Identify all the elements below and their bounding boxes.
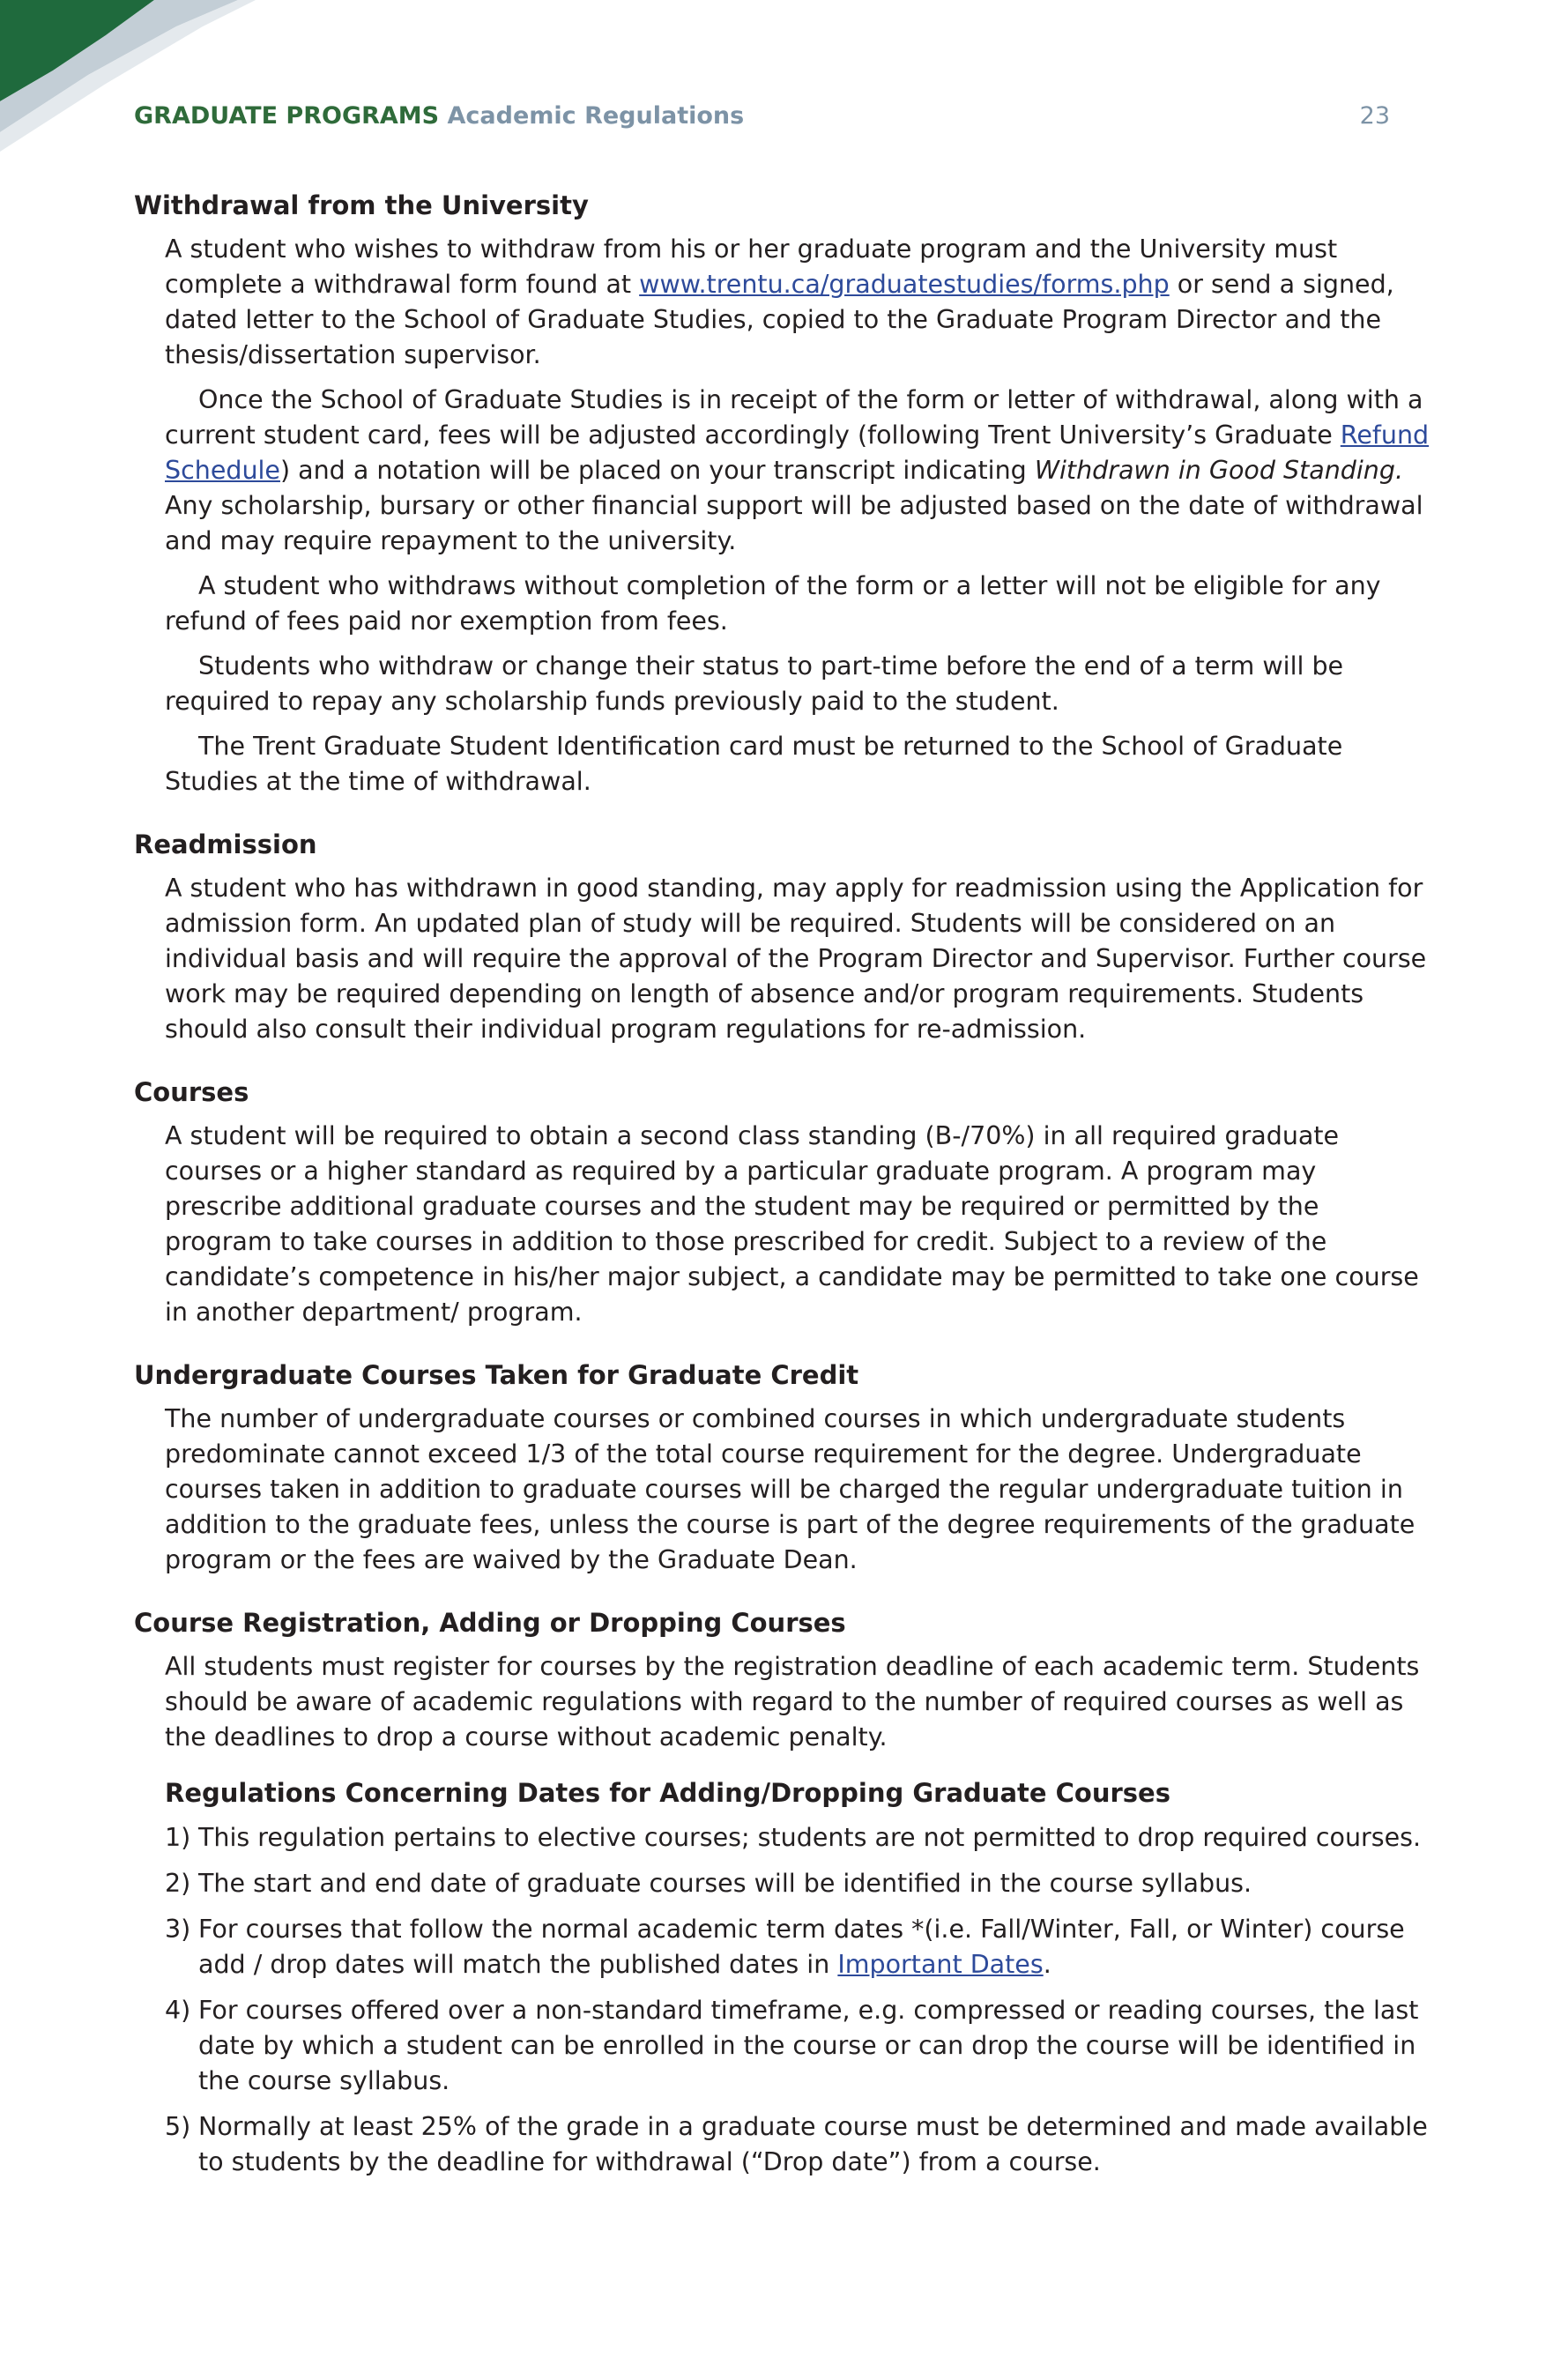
forms-link[interactable]: www.trentu.ca/graduatestudies/forms.php bbox=[639, 270, 1170, 299]
text: Any scholarship, bursary or other financial support will be adjusted based on the date of withdrawal and may require repayment to the university. bbox=[165, 491, 1423, 555]
paragraph: Students who withdraw or change their status to part-time before the end of a term will be required to repay any scholarship funds previously paid to the student. bbox=[165, 651, 1344, 716]
paragraph: A student will be required to obtain a second class standing (B-/70%) in all required graduate courses or a higher standard as required by a particular graduate program. A program may prescribe additional graduate courses and the student may be required or permitted by the program to take courses in addition to those prescribed for credit. Subject to a review of the candidate’s competence in his/her major subject, a candidate may be permitted to take one course in another department/ program. bbox=[165, 1121, 1419, 1327]
section-title: Undergraduate Courses Taken for Graduate Credit bbox=[134, 1360, 859, 1390]
item-text: . bbox=[1043, 1950, 1051, 1979]
section-title: Readmission bbox=[134, 829, 317, 859]
list-item bbox=[165, 1820, 1430, 1856]
section-undergrad-credit bbox=[134, 1357, 1430, 1578]
item-number: 1) bbox=[165, 1823, 191, 1852]
subsection-title: Regulations Concerning Dates for Adding/Dropping Graduate Courses bbox=[165, 1778, 1170, 1808]
paragraph: The Trent Graduate Student Identification card must be returned to the School of Graduate Studies at the time of withdrawal. bbox=[165, 732, 1343, 796]
text: or send a signed, dated letter to the School of Graduate Studies, copied to the Graduate Program Director and the thesis/dissertation supervisor. bbox=[165, 270, 1394, 369]
text: A student who wishes to withdraw from his or her graduate program and the University must complete a withdrawal form found at bbox=[165, 234, 1338, 299]
text: ) and a notation will be placed on your transcript indicating bbox=[279, 456, 1035, 485]
list-item bbox=[165, 2109, 1430, 2180]
header-section: Academic Regulations bbox=[447, 102, 745, 130]
item-text: Normally at least 25% of the grade in a graduate course must be determined and made available to students by the deadline for withdrawal (“Drop date”) from a course. bbox=[198, 2112, 1428, 2176]
section-withdrawal bbox=[134, 187, 1430, 800]
section-title: Courses bbox=[134, 1077, 249, 1107]
header-program: GRADUATE PROGRAMS bbox=[134, 102, 440, 130]
item-text: This regulation pertains to elective courses; students are not permitted to drop required courses. bbox=[198, 1823, 1422, 1852]
refund-schedule-link[interactable]: Refund Schedule bbox=[165, 420, 1430, 485]
item-number: 2) bbox=[165, 1869, 191, 1898]
emphasis-text: Withdrawn in Good Standing. bbox=[1034, 456, 1404, 485]
section-registration bbox=[134, 1604, 1430, 2180]
page-content bbox=[134, 187, 1430, 2206]
item-text: For courses that follow the normal academic term dates *(i.e. Fall/Winter, Fall, or Winter) course add / drop dates will match the published dates in bbox=[198, 1915, 1405, 1979]
page-header bbox=[134, 99, 1390, 134]
important-dates-link[interactable]: Important Dates bbox=[837, 1950, 1044, 1979]
item-number: 5) bbox=[165, 2112, 191, 2141]
section-courses bbox=[134, 1074, 1430, 1330]
page-number: 23 bbox=[1359, 102, 1390, 130]
list-item bbox=[165, 1993, 1430, 2099]
paragraph bbox=[165, 383, 1430, 559]
paragraph bbox=[165, 232, 1430, 373]
item-number: 4) bbox=[165, 1996, 191, 2025]
paragraph: A student who has withdrawn in good standing, may apply for readmission using the Application for admission form. An updated plan of study will be required. Students will be considered on an individual basis and will require the approval of the Program Director and Supervisor. Further course work may be required depending on length of absence and/or program requirements. Students should also consult their individual program regulations for re-admission. bbox=[165, 874, 1427, 1044]
section-title: Course Registration, Adding or Dropping Courses bbox=[134, 1608, 846, 1638]
list-item bbox=[165, 1866, 1430, 1901]
section-readmission bbox=[134, 826, 1430, 1047]
section-title: Withdrawal from the University bbox=[134, 190, 589, 220]
text: Once the School of Graduate Studies is in receipt of the form or letter of withdrawal, along with a current student card, fees will be adjusted accordingly (following Trent University’s Graduate bbox=[165, 385, 1423, 450]
item-number: 3) bbox=[165, 1915, 191, 1944]
list-item bbox=[165, 1912, 1430, 1982]
paragraph: All students must register for courses by the registration deadline of each academic term. Students should be aware of academic regulations with regard to the number of required courses as well as the deadlines to drop a course without academic penalty. bbox=[165, 1652, 1420, 1752]
item-text: The start and end date of graduate courses will be identified in the course syllabus. bbox=[198, 1869, 1252, 1898]
paragraph: The number of undergraduate courses or combined courses in which undergraduate students predominate cannot exceed 1/3 of the total course requirement for the degree. Undergraduate courses taken in addition to graduate courses will be charged the regular undergraduate tuition in addition to the graduate fees, unless the course is part of the degree requirements of the graduate program or the fees are waived by the Graduate Dean. bbox=[165, 1404, 1416, 1574]
item-text: For courses offered over a non-standard timeframe, e.g. compressed or reading courses, the last date by which a student can be enrolled in the course or can drop the course will be identified in the course syllabus. bbox=[198, 1996, 1419, 2095]
regulations-list bbox=[165, 1820, 1430, 2180]
paragraph: A student who withdraws without completion of the form or a letter will not be eligible for any refund of fees paid nor exemption from fees. bbox=[165, 571, 1381, 636]
